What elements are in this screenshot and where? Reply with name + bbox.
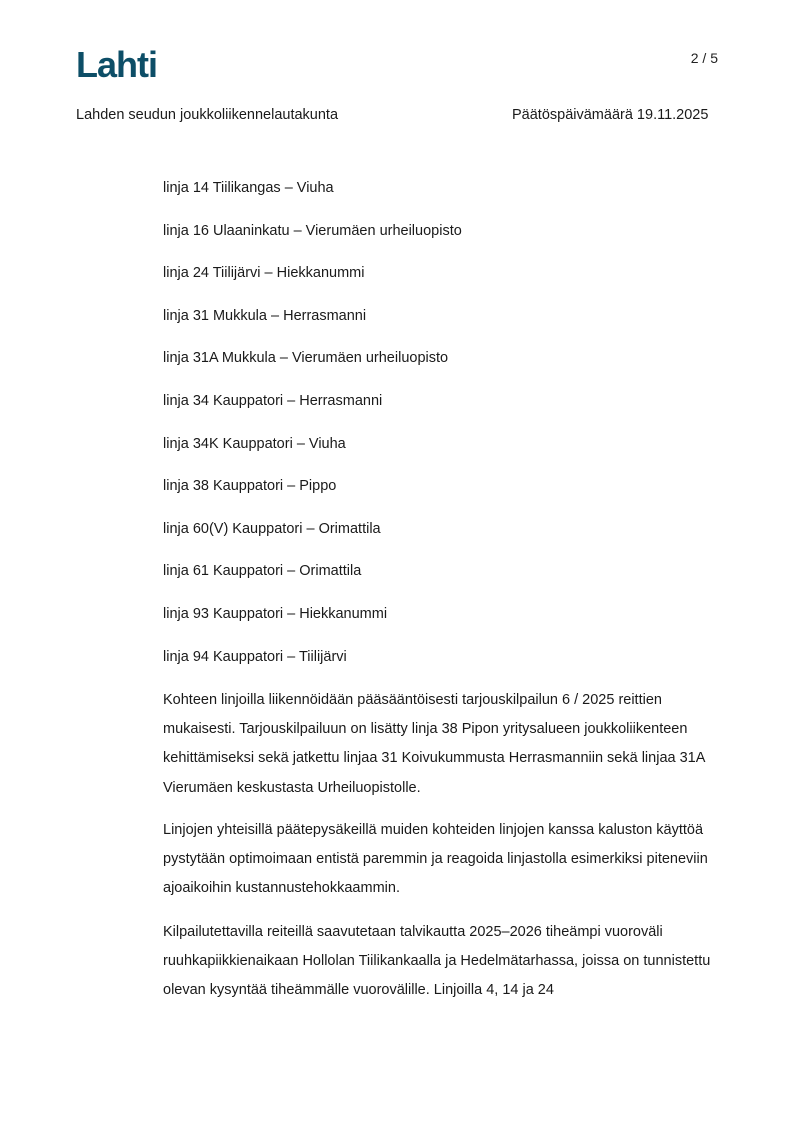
- decision-date: Päätöspäivämäärä 19.11.2025: [512, 107, 709, 123]
- route-item: linja 38 Kauppatori – Pippo: [163, 478, 337, 495]
- route-item: linja 93 Kauppatori – Hiekkanummi: [163, 605, 388, 622]
- lahti-logo: [76, 44, 176, 84]
- lahti-logo-icon: [76, 44, 168, 84]
- organization-name: Lahden seudun joukkoliikennelautakunta: [76, 107, 339, 123]
- route-item: linja 31 Mukkula – Herrasmanni: [163, 307, 367, 324]
- route-item: linja 24 Tiilijärvi – Hiekkanummi: [163, 265, 365, 282]
- paragraph-frequency: Kilpailutettavilla reiteillä saavutetaan talvikautta 2025–2026 tiheämpi vuoroväli ruuhkapiikkienaikaan Hollolan Tiilikankaalla ja Hedelmätarhassa, joissa on tunnistettu olevan kysyntää tiheämmälle vuorovälille. Linjoilla 4, 14 ja 24: [163, 924, 711, 999]
- route-item: linja 34K Kauppatori – Viuha: [163, 435, 346, 452]
- route-item: linja 14 Tiilikangas – Viuha: [163, 180, 334, 196]
- route-item: linja 94 Kauppatori – Tiilijärvi: [163, 648, 347, 665]
- route-item: linja 60(V) Kauppatori – Orimattila: [163, 520, 381, 537]
- route-item: linja 34 Kauppatori – Herrasmanni: [163, 392, 383, 409]
- route-list: [163, 178, 723, 667]
- route-item: linja 16 Ulaaninkatu – Vierumäen urheiluopisto: [163, 222, 462, 239]
- svg-text:Lahti: Lahti: [76, 44, 157, 84]
- page-number: 2 / 5: [690, 50, 718, 66]
- document-body: [163, 178, 723, 999]
- paragraph-route-changes: Kohteen linjoilla liikennöidään pääsääntöisesti tarjouskilpailun 6 / 2025 reittien mukaisesti. Tarjouskilpailuun on lisätty linja 38 Pipon yritysalueen joukkoliikenteen kehittämiseksi sekä jatkettu linjaa 31 Koivukummusta Herrasmanniin sekä linjaa 31A Vierumäen keskustasta Urheiluopistolle.: [163, 692, 705, 796]
- route-item: linja 61 Kauppatori – Orimattila: [163, 563, 362, 580]
- paragraph-shared-terminals: Linjojen yhteisillä päätepysäkeillä muiden kohteiden linjojen kanssa kaluston käyttöä pystytään optimoimaan entistä paremmin ja reagoida linjastolla esimerkiksi piteneviin ajoaikoihin kustannustehokkaammin.: [163, 822, 708, 897]
- route-item: linja 31A Mukkula – Vierumäen urheiluopisto: [163, 350, 449, 367]
